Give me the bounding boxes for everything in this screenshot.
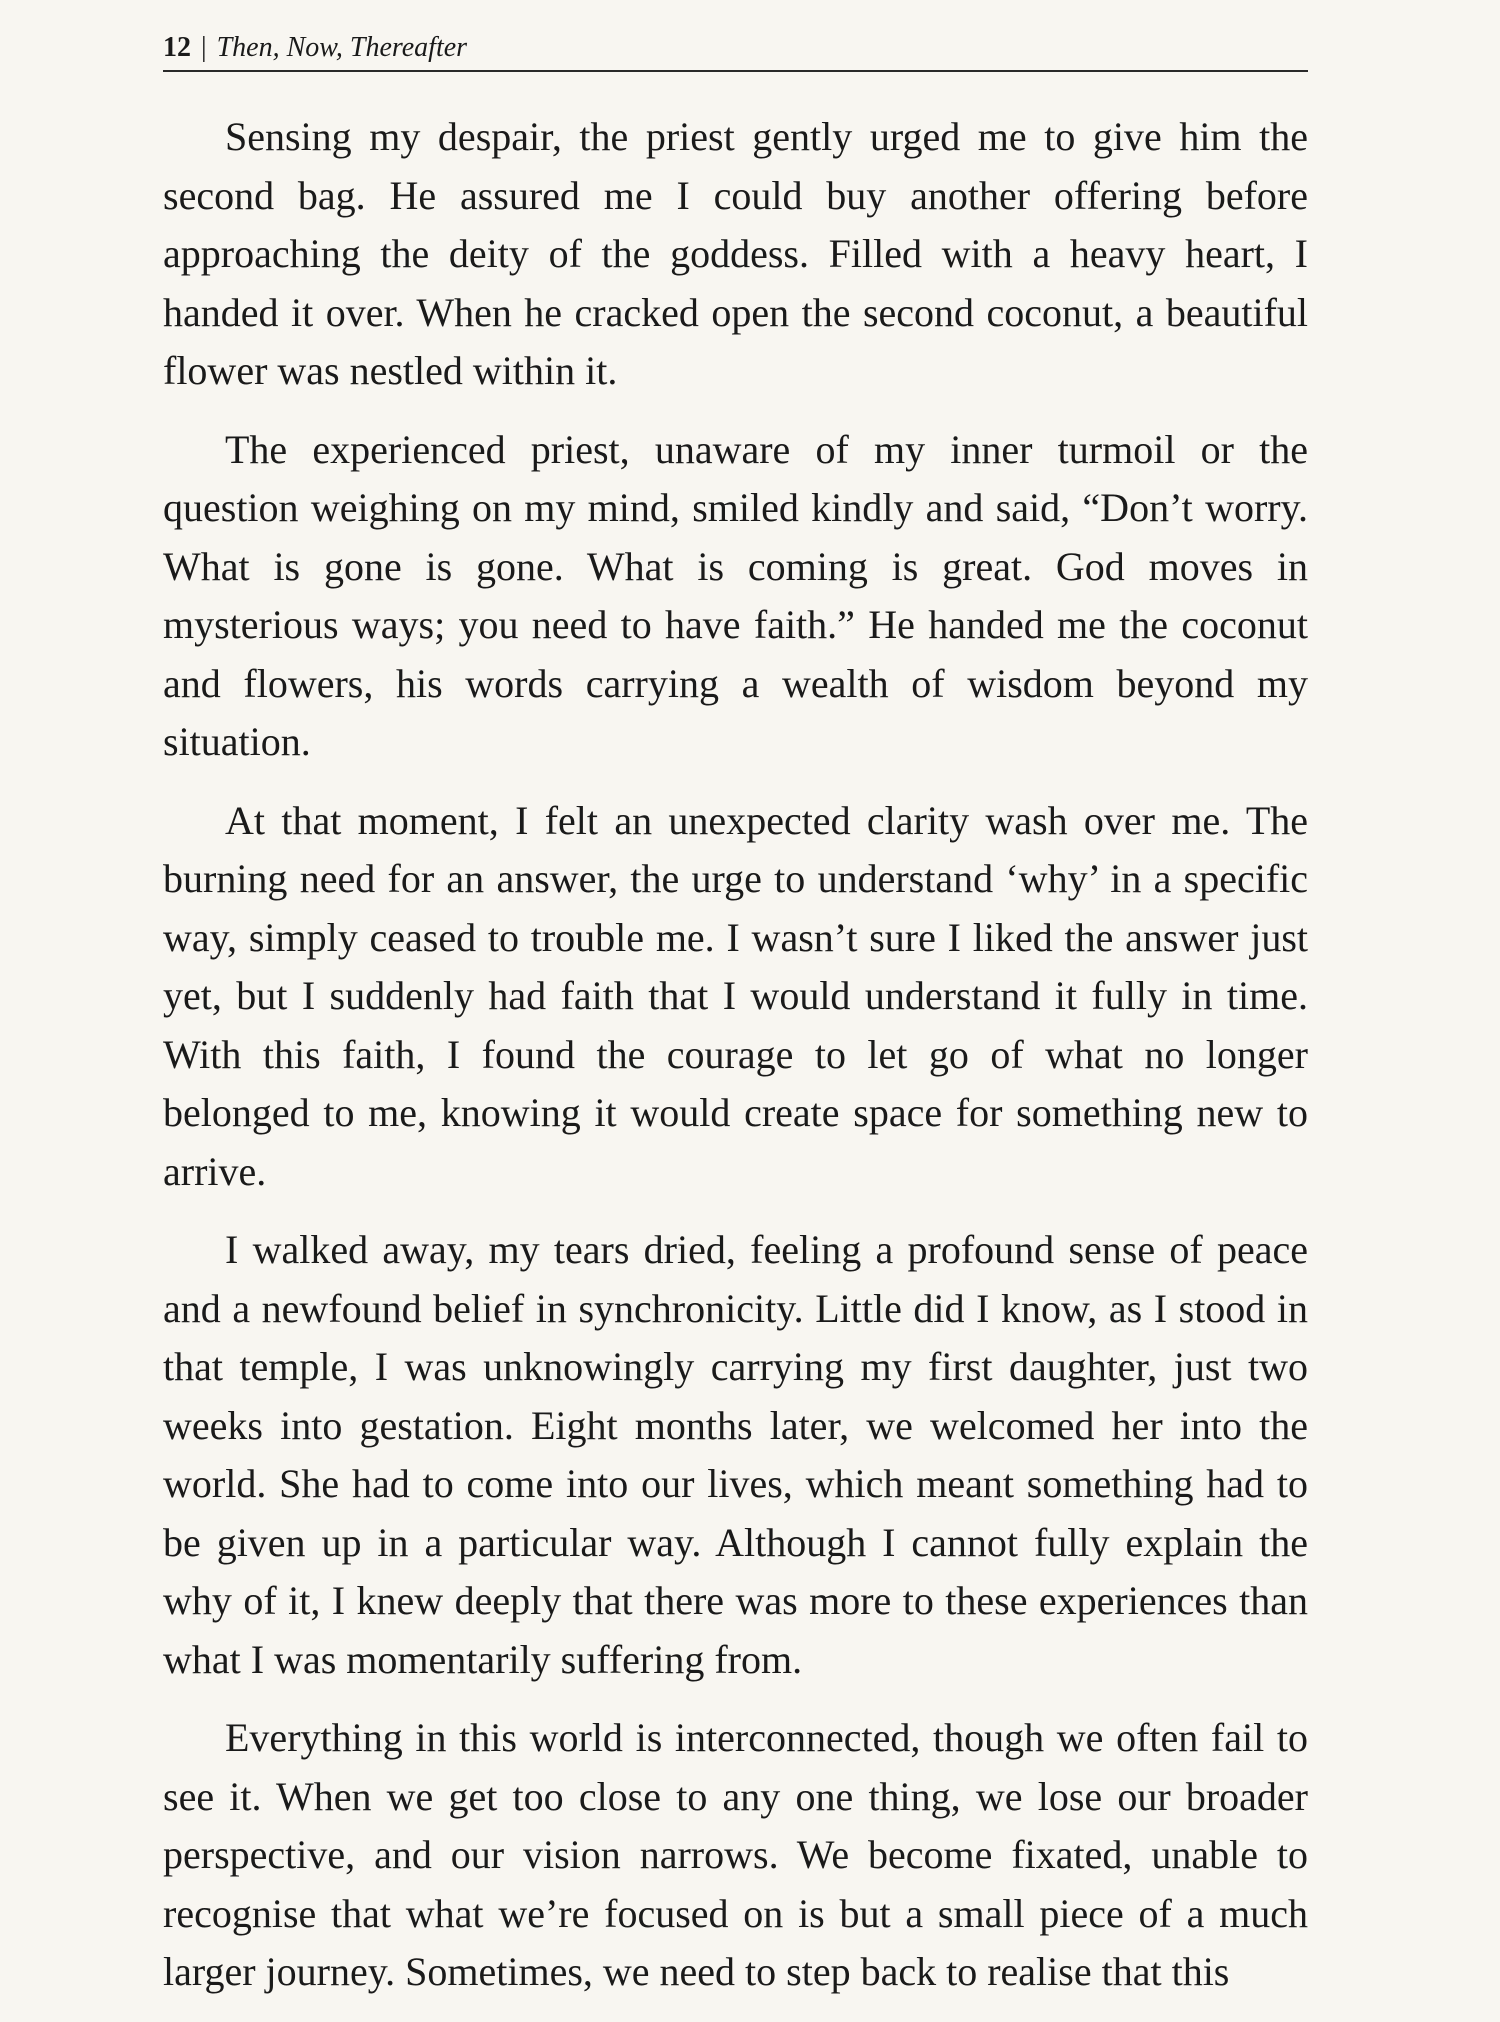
book-title: Then, Now, Thereafter [216, 32, 468, 63]
body-text [163, 108, 1308, 2022]
header-separator: | [201, 32, 207, 63]
paragraph-2: The experienced priest, unaware of my inner turmoil or the question weighing on my mind, smiled kindly and said, “Don’t worry. What is gone is gone. What is coming is great. God moves in mysterious ways; you need to have faith.” He handed me the coconut and flowers, his words carrying a wealth of wisdom beyond my situation. [163, 426, 1308, 764]
paragraph-1: Sensing my despair, the priest gently urged me to give him the second bag. He assured me I could buy another offering before approaching the deity of the goddess. Filled with a heavy heart, I handed it over. When he cracked open the second coconut, a beautiful flower was nestled within it. [163, 114, 1308, 393]
running-head [163, 26, 1308, 72]
paragraph-4: I walked away, my tears dried, feeling a profound sense of peace and a newfound belief in synchronicity. Little did I know, as I stood in that temple, I was unknowingly carrying my first daughter, just two weeks into gestation. Eight months later, we welcomed her into the world. She had to come into our lives, which meant something had to be given up in a particular way. Although I cannot fully explain the why of it, I knew deeply that there was more to these experiences than what I was momentarily suffering from. [163, 1227, 1308, 1682]
paragraph-3: At that moment, I felt an unexpected clarity wash over me. The burning need for an answer, the urge to understand ‘why’ in a specific way, simply ceased to trouble me. I wasn’t sure I liked the answer just yet, but I suddenly had faith that I would understand it fully in time. With this faith, I found the courage to let go of what no longer belonged to me, knowing it would create space for something new to arrive. [163, 797, 1308, 1194]
paragraph-5: Everything in this world is interconnected, though we often fail to see it. When we get too close to any one thing, we lose our broader perspective, and our vision narrows. We become fixated, unable to recognise that what we’re focused on is but a small piece of a much larger journey. Sometimes, we need to step back to realise that this [163, 1715, 1308, 1994]
page-number: 12 [163, 32, 191, 63]
